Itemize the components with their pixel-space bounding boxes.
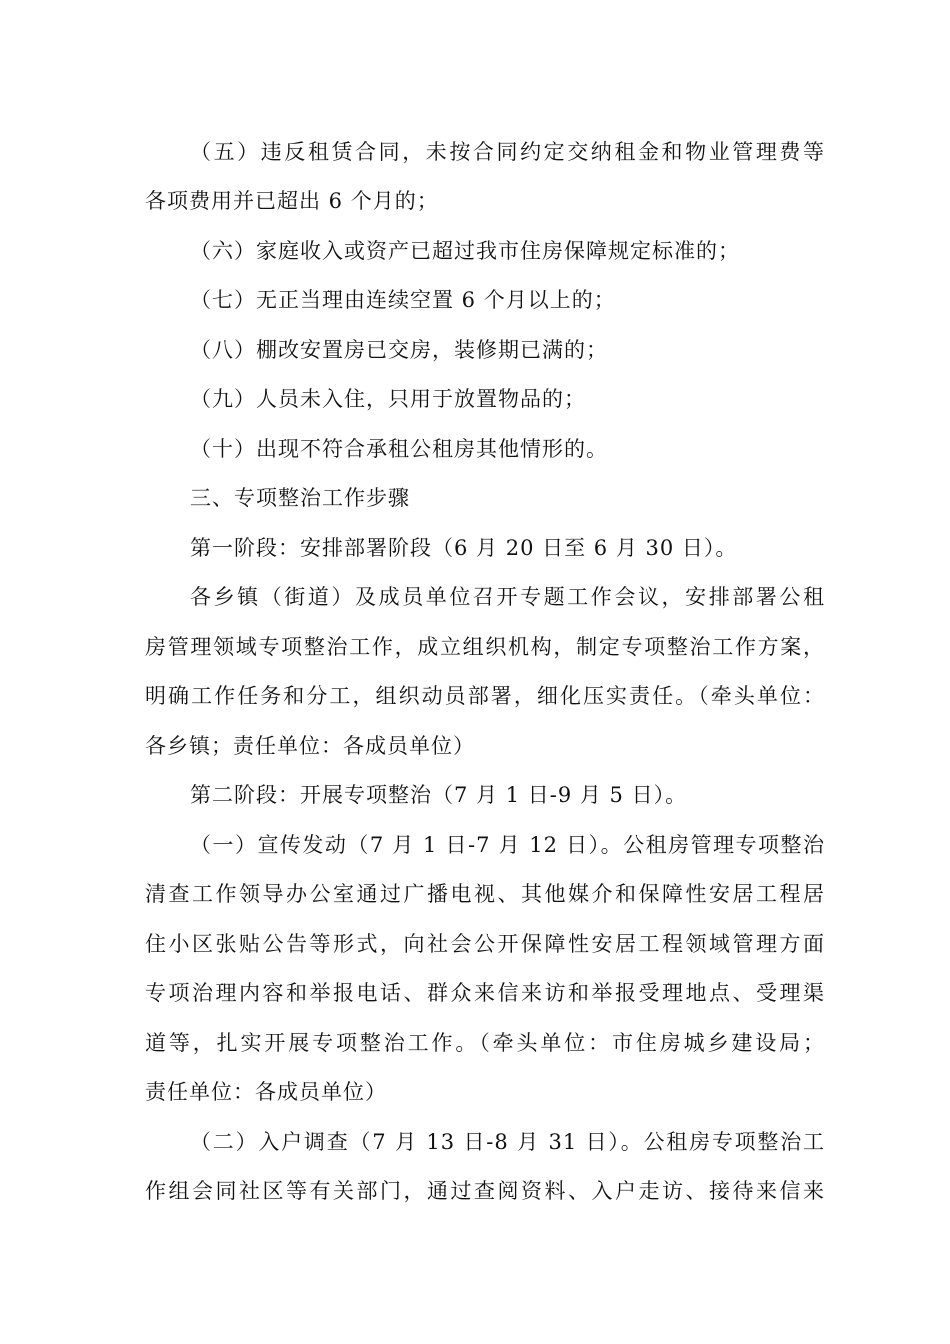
paragraph-line-item-9: （九）人员未入住，只用于放置物品的； — [190, 387, 586, 411]
stage-one-paragraph-line: 各乡镇（街道）及成员单位召开专题工作会议，安排部署公租 — [190, 585, 825, 609]
publicity-paragraph-line: 专项治理内容和举报电话、群众来信来访和举报受理地点、受理渠 — [145, 981, 825, 1005]
publicity-paragraph-line: （一）宣传发动（7 月 1 日-7 月 12 日）。公租房管理专项整治 — [190, 833, 825, 857]
stage-two-heading: 第二阶段：开展专项整治（7 月 1 日-9 月 5 日）。 — [190, 783, 688, 807]
paragraph-line-item-8: （八）棚改安置房已交房，装修期已满的； — [190, 338, 608, 362]
publicity-paragraph-line: 道等，扎实开展专项整治工作。（牵头单位：市住房城乡建设局； — [145, 1031, 825, 1055]
stage-one-paragraph-line: 明确工作任务和分工，组织动员部署，细化压实责任。（牵头单位： — [145, 684, 825, 708]
stage-one-paragraph-line: 房管理领域专项整治工作，成立组织机构，制定专项整治工作方案， — [145, 635, 825, 659]
paragraph-line-item-6: （六）家庭收入或资产已超过我市住房保障规定标准的； — [190, 239, 740, 263]
stage-one-paragraph-line: 各乡镇；责任单位：各成员单位） — [145, 734, 475, 758]
publicity-paragraph-line: 清查工作领导办公室通过广播电视、其他媒介和保障性安居工程居 — [145, 882, 825, 906]
publicity-paragraph-line: 责任单位：各成员单位） — [145, 1080, 387, 1104]
paragraph-line-item-7: （七）无正当理由连续空置 6 个月以上的； — [190, 288, 616, 312]
paragraph-line-item-5: （五）违反租赁合同，未按合同约定交纳租金和物业管理费等 — [190, 140, 825, 164]
stage-one-heading: 第一阶段：安排部署阶段（6 月 20 日至 6 月 30 日）。 — [190, 536, 738, 560]
survey-paragraph-line: （二）入户调查（7 月 13 日-8 月 31 日）。公租房专项整治工 — [190, 1130, 825, 1154]
paragraph-line-item-10: （十）出现不符合承租公租房其他情形的。 — [190, 437, 608, 461]
publicity-paragraph-line: 住小区张贴公告等形式，向社会公开保障性安居工程领域管理方面 — [145, 932, 825, 956]
survey-paragraph-line: 作组会同社区等有关部门，通过查阅资料、入户走访、接待来信来 — [145, 1179, 825, 1203]
paragraph-line-item-5-cont: 各项费用并已超出 6 个月的； — [145, 189, 439, 213]
section-heading: 三、专项整治工作步骤 — [190, 486, 410, 510]
